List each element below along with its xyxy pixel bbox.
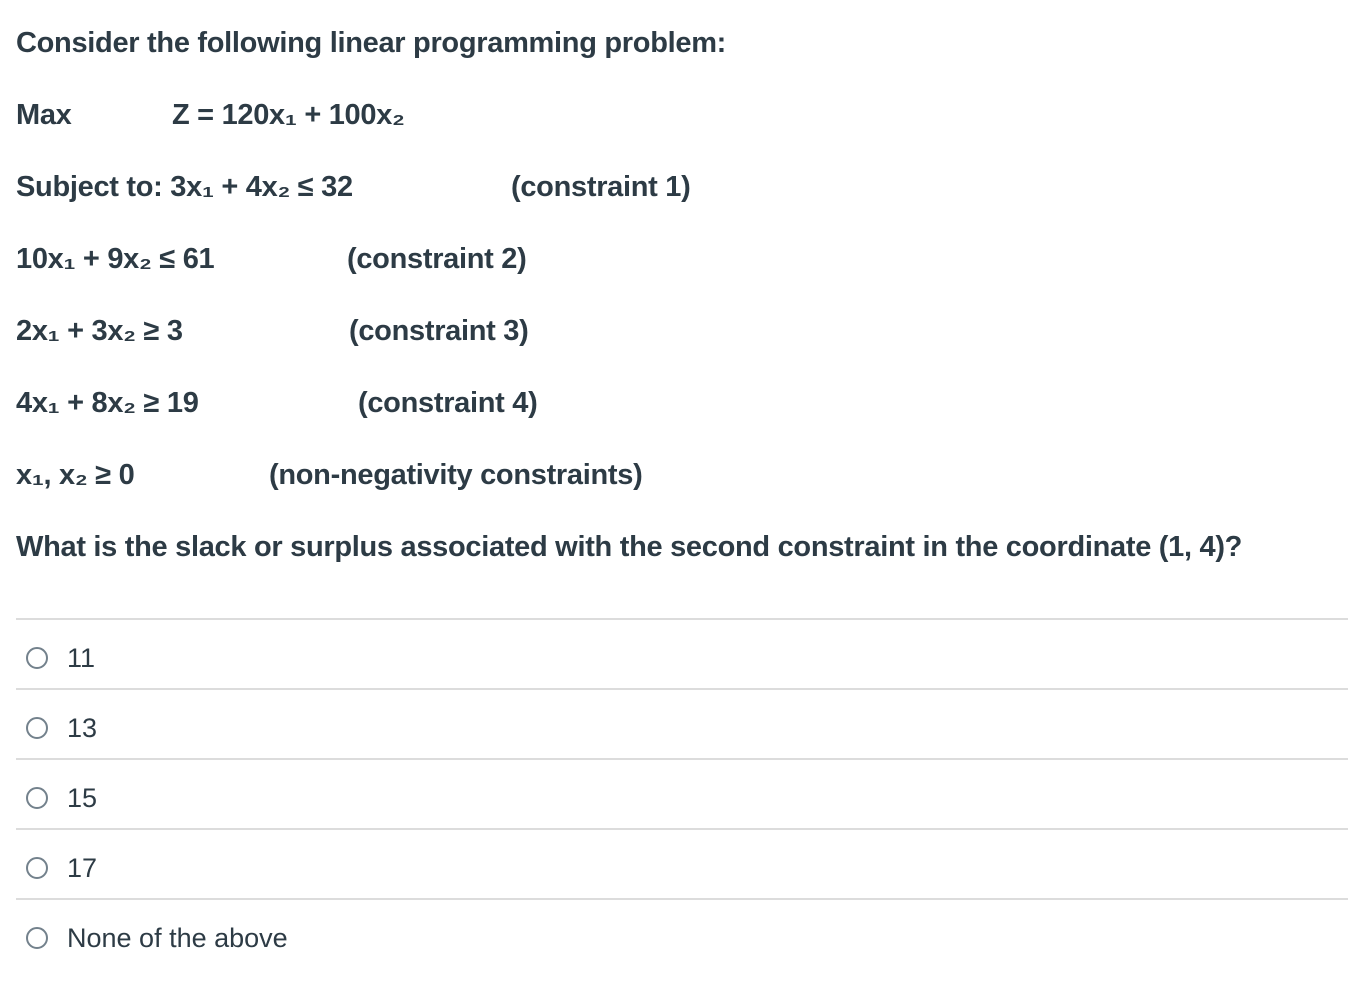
answer-list (16, 618, 1348, 968)
radio-button[interactable] (26, 787, 48, 809)
answer-option-17[interactable] (16, 830, 1348, 900)
answer-label: 13 (67, 713, 98, 743)
constraint-label: (constraint 2) (347, 243, 527, 275)
question-intro: Consider the following linear programming problem: (16, 27, 727, 59)
radio-button[interactable] (26, 857, 48, 879)
constraint-label: (constraint 1) (511, 171, 691, 203)
radio-button[interactable] (26, 927, 48, 949)
objective-type: Max (16, 99, 72, 131)
radio-button[interactable] (26, 647, 48, 669)
constraint-row-4 (16, 385, 916, 421)
answer-label: 15 (67, 783, 98, 813)
question-prompt: What is the slack or surplus associated with the second constraint in the coordinate (1, 4)? (16, 531, 1243, 563)
constraint-expression: 3x₁ + 4x₂ ≤ 32 (170, 171, 353, 203)
answer-label: None of the above (67, 923, 288, 953)
constraint-expression: 2x₁ + 3x₂ ≥ 3 (16, 315, 183, 347)
radio-button[interactable] (26, 717, 48, 739)
constraint-row-3 (16, 313, 916, 349)
answer-option-11[interactable] (16, 620, 1348, 690)
constraint-label: (constraint 3) (349, 315, 529, 347)
non-negativity-row (16, 457, 916, 493)
objective-row (16, 97, 616, 133)
constraint-row-1 (16, 169, 916, 205)
constraint-expression: 10x₁ + 9x₂ ≤ 61 (16, 243, 215, 275)
answer-label: 11 (67, 643, 96, 673)
constraint-expression: 4x₁ + 8x₂ ≥ 19 (16, 387, 199, 419)
answer-label: 17 (67, 853, 98, 883)
constraint-label: (constraint 4) (358, 387, 538, 419)
constraint-expression: x₁, x₂ ≥ 0 (16, 459, 135, 491)
constraint-row-2 (16, 241, 916, 277)
answer-option-13[interactable] (16, 690, 1348, 760)
subject-to-label: Subject to: (16, 171, 171, 203)
answer-option-none[interactable] (16, 900, 1348, 968)
constraint-label: (non-negativity constraints) (269, 459, 643, 491)
answer-option-15[interactable] (16, 760, 1348, 830)
objective-function: Z = 120x₁ + 100x₂ (172, 99, 405, 131)
